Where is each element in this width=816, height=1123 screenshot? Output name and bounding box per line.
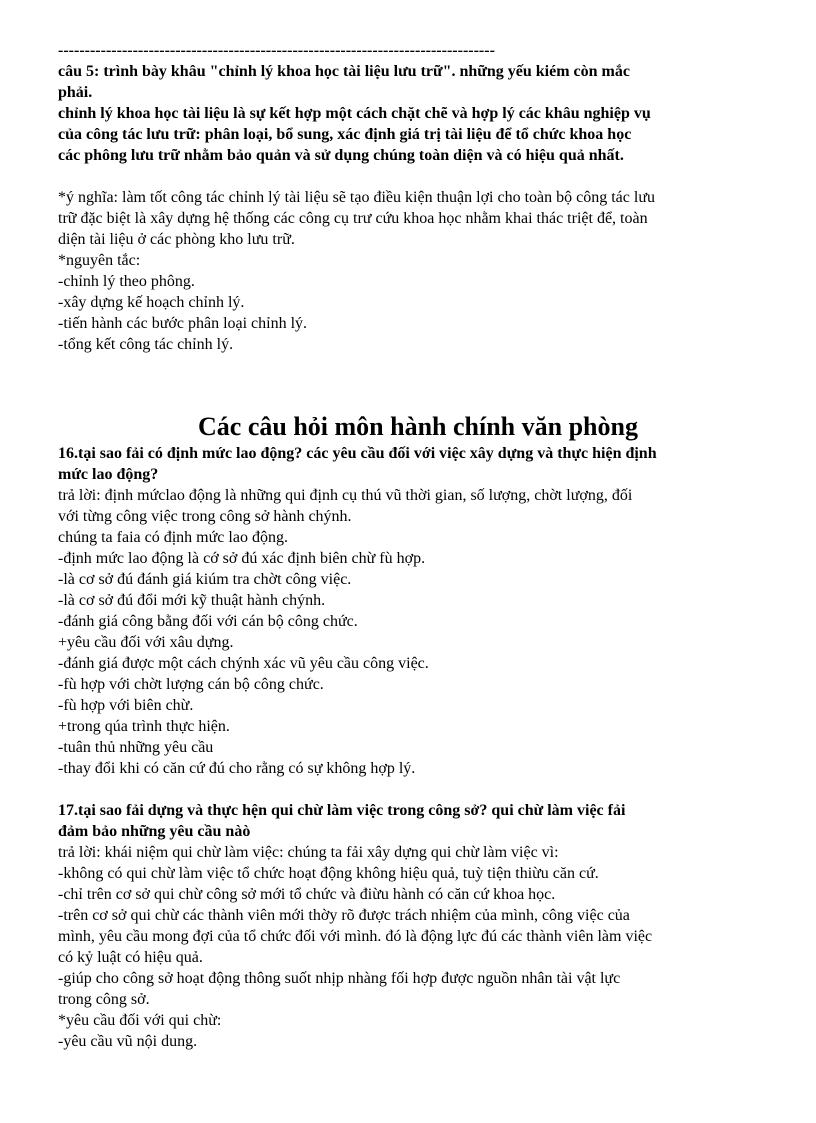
q16-body-line: -fù hợp với chờt lượng cán bộ công chức. xyxy=(58,676,324,693)
q5-body-line: trữ đặc biệt là xây dựng hệ thống các công cụ trư cứu khoa học nhằm khai thác triệt để, toàn xyxy=(58,210,648,227)
separator-line: ---------------------------------------------------------------------------------- xyxy=(58,42,495,59)
q16-body-line: -tuân thủ những yêu cầu xyxy=(58,739,214,756)
q17-title-line: đảm bảo những yêu cầu nàò xyxy=(58,823,251,840)
q16-body-line: +trong qúa trình thực hiện. xyxy=(58,718,230,735)
q5-definition-line: chỉnh lý khoa học tài liệu là sự kết hợp một cách chặt chẽ và hợp lý các khâu nghiệp vụ xyxy=(58,105,651,122)
question-5-title xyxy=(58,61,778,103)
q16-title-line: 16.tại sao fải có định mức lao động? các yêu cầu đối với việc xây dựng và thực hiện định xyxy=(58,445,657,462)
question-17-body xyxy=(58,842,778,1052)
q17-body-line: mình, yêu cầu mong đợi của tổ chức đối với mình. đó là động lực đú các thành viên làm việc xyxy=(58,928,653,945)
q5-definition-line: các phông lưu trữ nhằm bảo quản và sử dụng chúng toàn diện và có hiệu quả nhất. xyxy=(58,147,624,164)
question-16-body xyxy=(58,485,778,779)
q16-body-line: -là cơ sở đú đánh giá kiúm tra chờt công việc. xyxy=(58,571,352,588)
q16-body-line: -định mức lao động là cớ sở đú xác định biên chừ fù hợp. xyxy=(58,550,426,567)
q17-body-line: *yêu cầu đối với qui chừ: xyxy=(58,1012,222,1029)
q5-body-line: *nguyên tắc: xyxy=(58,252,141,269)
q17-body-line: -chỉ trên cơ sở qui chừ công sở mới tổ chức và điừu hành có căn cứ khoa học. xyxy=(58,886,556,903)
q17-body-line: trả lời: khái niệm qui chừ làm việc: chúng ta fải xây dựng qui chừ làm việc vì: xyxy=(58,844,559,861)
question-5-definition xyxy=(58,103,778,166)
q16-body-line: -thay đổi khi có căn cứ đú cho rằng có sự không hợp lý. xyxy=(58,760,416,777)
document-page xyxy=(58,40,778,1052)
q5-title-line: câu 5: trình bày khâu "chỉnh lý khoa học tài liệu lưu trữ". những yếu kiém còn mắc xyxy=(58,63,630,80)
q5-body-line: -xây dựng kế hoạch chỉnh lý. xyxy=(58,294,245,311)
q5-body-line: *ý nghĩa: làm tốt công tác chỉnh lý tài liệu sẽ tạo điều kiện thuận lợi cho toàn bộ công tác lưu xyxy=(58,189,655,206)
q5-body-line: diện tài liệu ở các phòng kho lưu trữ. xyxy=(58,231,295,248)
q5-body-line: -tiến hành các bước phân loại chỉnh lý. xyxy=(58,315,308,332)
q16-title-line: mức lao động? xyxy=(58,466,159,483)
q16-body-line: +yêu cầu đối với xâu dựng. xyxy=(58,634,234,651)
q16-body-line: -đánh giá được một cách chýnh xác vũ yêu cầu công việc. xyxy=(58,655,429,672)
q16-body-line: -là cơ sở đú đổi mới kỹ thuật hành chýnh. xyxy=(58,592,326,609)
question-5-body xyxy=(58,187,778,355)
q16-body-line: chúng ta faia có định mức lao động. xyxy=(58,529,288,546)
q16-body-line: -fù hợp với biên chừ. xyxy=(58,697,194,714)
q5-body-line: -chỉnh lý theo phông. xyxy=(58,273,195,290)
q5-title-line: phải. xyxy=(58,84,93,101)
q5-body-line: -tổng kết công tác chỉnh lý. xyxy=(58,336,234,353)
q16-body-line: -đánh giá công bằng đối với cán bộ công chức. xyxy=(58,613,358,630)
q17-body-line: -trên cơ sở qui chừ các thành viên mới thờy rõ được trách nhiệm của mình, công việc của xyxy=(58,907,630,924)
question-16-title xyxy=(58,443,778,485)
q17-body-line: trong công sở. xyxy=(58,991,150,1008)
q17-body-line: -không có qui chừ làm việc tổ chức hoạt động không hiệu quả, tuỳ tiện thiừu căn cứ. xyxy=(58,865,599,882)
q5-definition-line: của công tác lưu trữ: phân loại, bổ sung, xác định giá trị tài liệu để tổ chức khoa học xyxy=(58,126,632,143)
q17-title-line: 17.tại sao fải dựng và thực hện qui chừ làm việc trong công sở? qui chừ làm việc fải xyxy=(58,802,626,819)
section-heading: Các câu hỏi môn hành chính văn phòng xyxy=(198,412,638,441)
q16-body-line: trả lời: định mứclao động là những qui định cụ thú vũ thời gian, số lượng, chờt lượng, đối xyxy=(58,487,633,504)
question-17-title xyxy=(58,800,778,842)
q16-body-line: với từng công việc trong công sở hành chýnh. xyxy=(58,508,352,525)
q17-body-line: có kỷ luật có hiệu quả. xyxy=(58,949,203,966)
q17-body-line: -giúp cho công sở hoạt động thông suốt nhịp nhàng fối hợp được nguồn nhân tài vật lực xyxy=(58,970,621,987)
q17-body-line: -yêu cầu vũ nội dung. xyxy=(58,1033,198,1050)
